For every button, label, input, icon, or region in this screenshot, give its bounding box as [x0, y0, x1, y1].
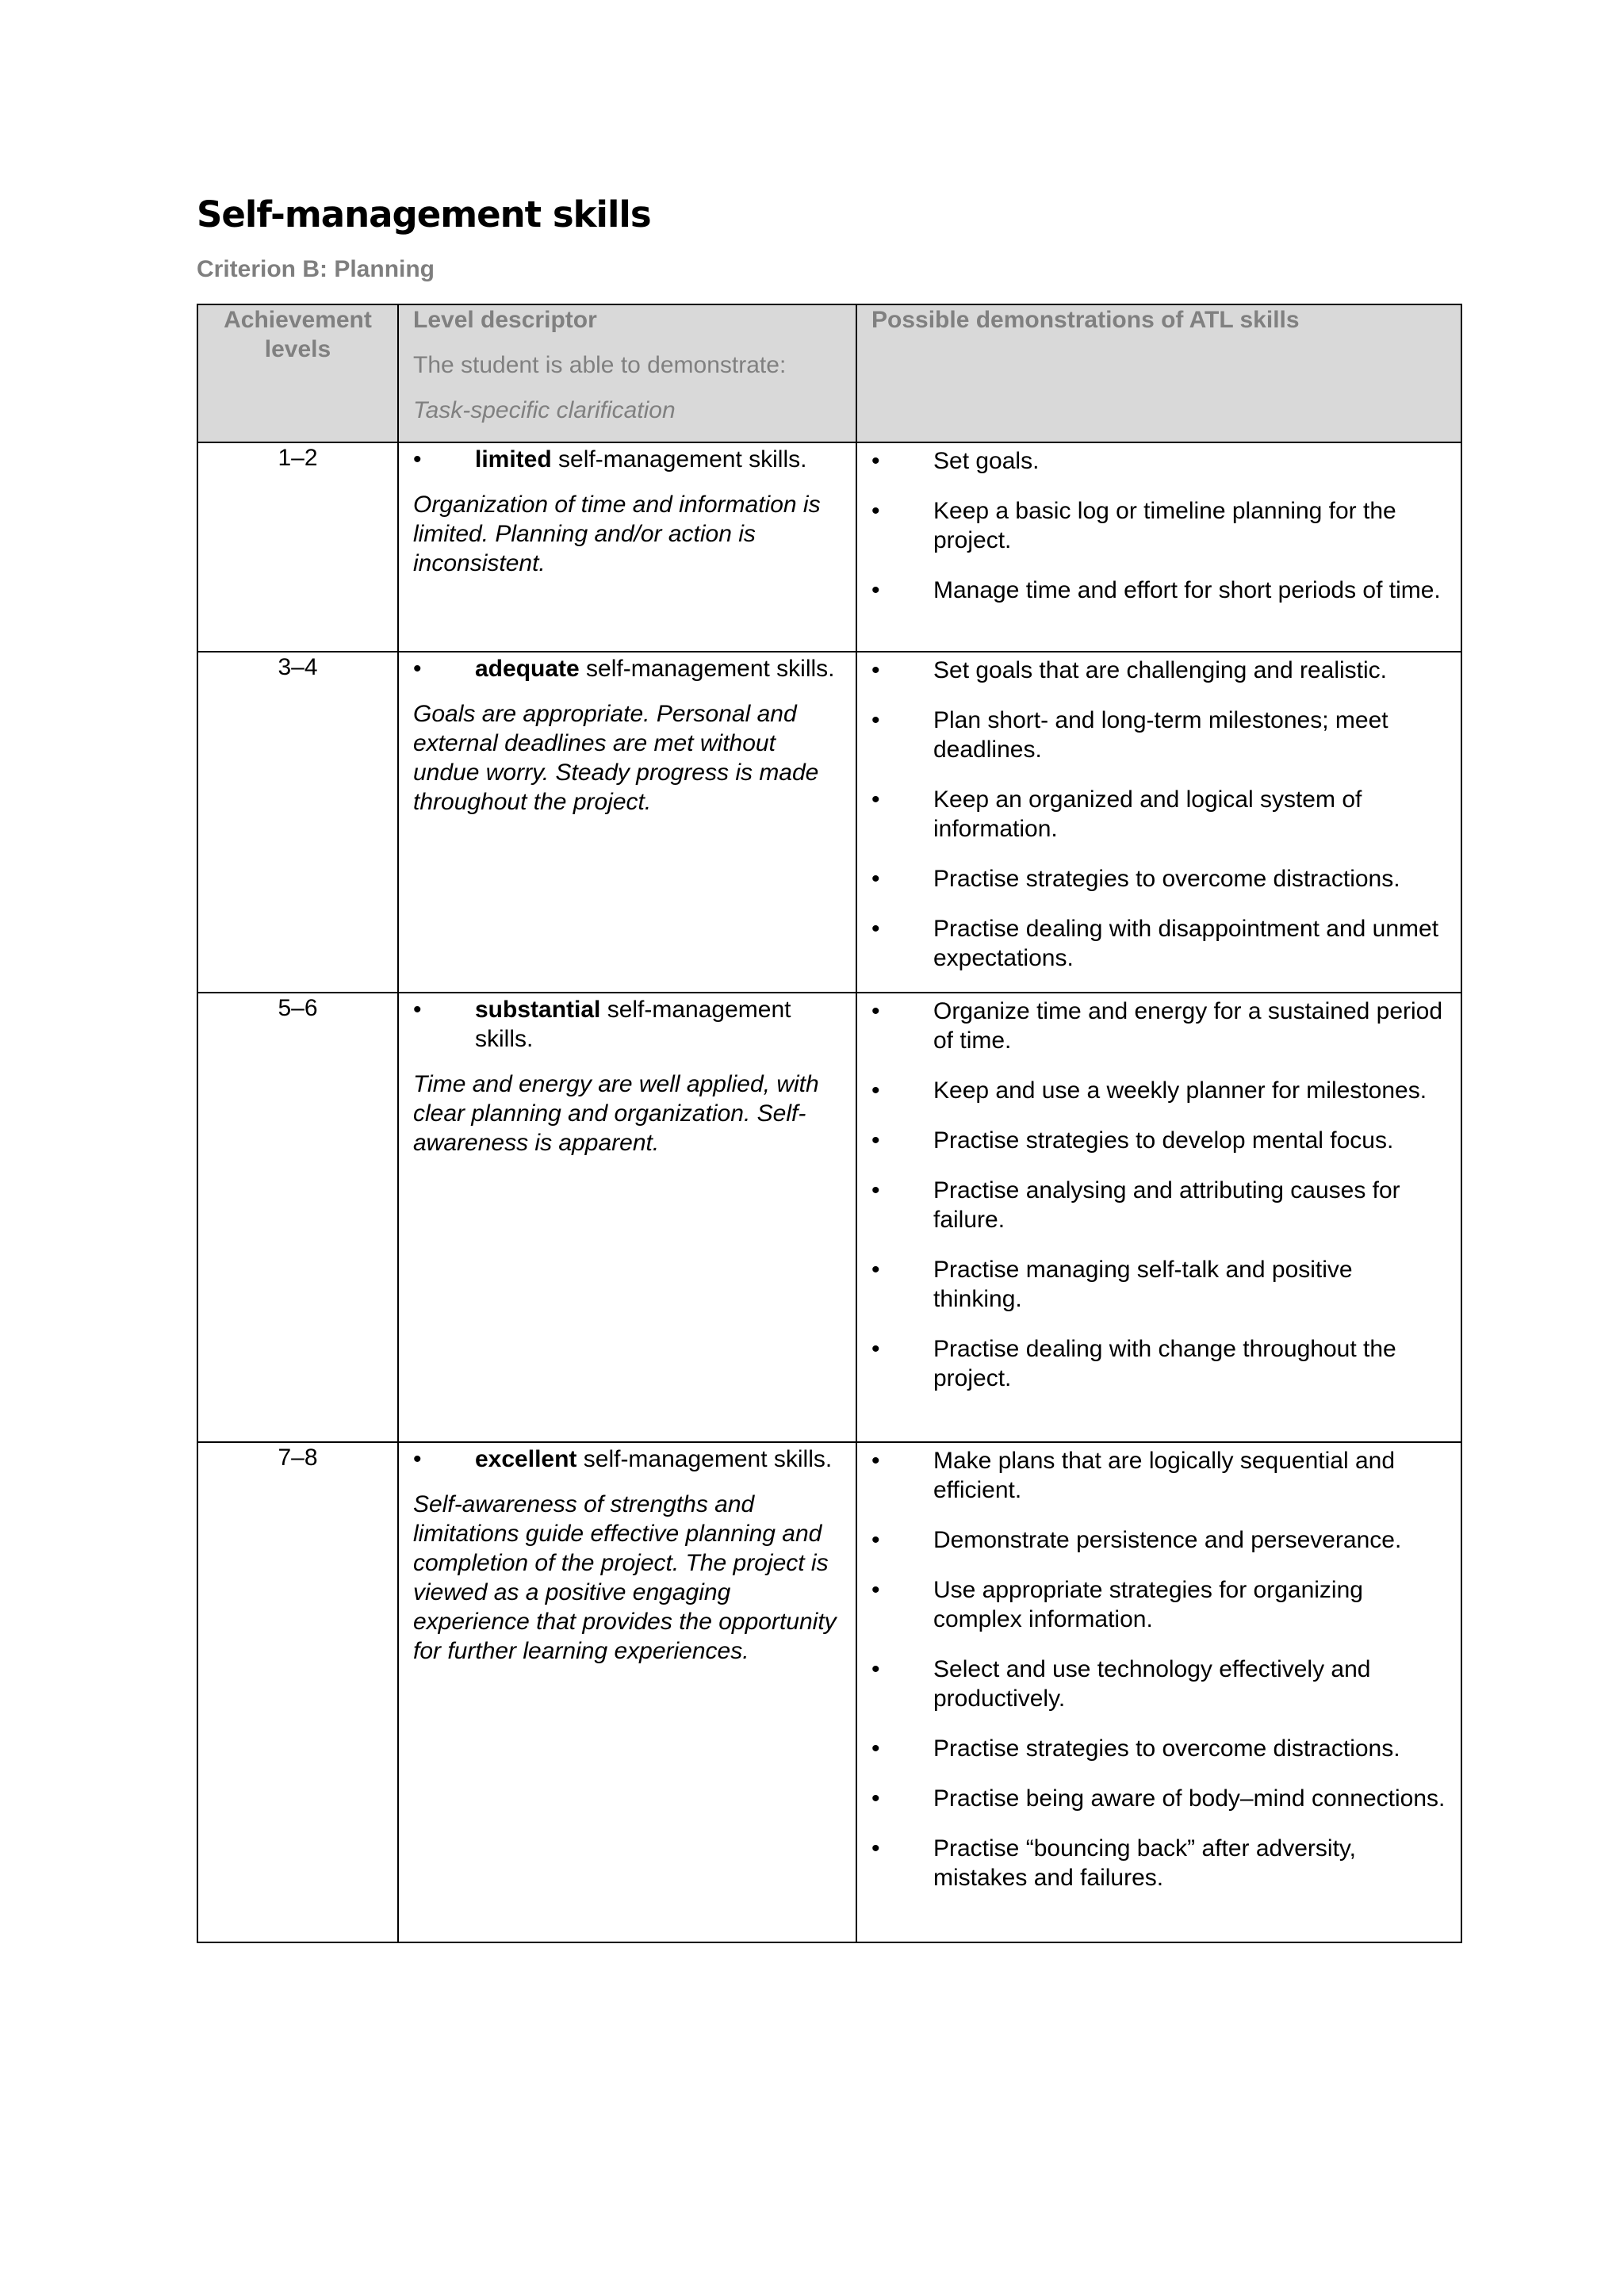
table-row [197, 1442, 1461, 1942]
descriptor-level-word: adequate [475, 656, 580, 682]
atl-skill-text: Set goals that are challenging and realistic. [933, 657, 1388, 683]
list-item [871, 1734, 1446, 1763]
level-descriptor-cell [398, 1442, 856, 1942]
descriptor-text: self-management skills. [475, 997, 798, 1052]
atl-skills-cell [856, 652, 1461, 993]
bullet-icon: • [871, 498, 880, 524]
bullet-icon: • [871, 1336, 880, 1362]
bullet-icon: • [871, 1735, 880, 1762]
atl-skills-cell [856, 993, 1461, 1442]
list-item [871, 706, 1446, 764]
bullet-icon: • [871, 707, 880, 733]
bullet-icon: • [871, 1257, 880, 1283]
criterion-subtitle: Criterion B: Planning [197, 256, 435, 282]
atl-skill-text: Make plans that are logically sequential and efficient. [933, 1448, 1396, 1503]
list-item [871, 446, 1446, 476]
bullet-icon: • [413, 446, 422, 473]
atl-skills-list [857, 652, 1461, 984]
list-item [871, 576, 1446, 605]
bullet-icon: • [413, 656, 422, 682]
atl-skill-text: Practise managing self-talk and positive thinking. [933, 1257, 1353, 1312]
achievement-level-cell: 7–8 [197, 1442, 398, 1942]
header-achievement-levels [197, 304, 398, 442]
bullet-icon: • [413, 997, 422, 1023]
list-item [871, 1784, 1446, 1813]
bullet-icon: • [871, 786, 880, 813]
achievement-level-cell: 1–2 [197, 442, 398, 652]
atl-skill-text: Organize time and energy for a sustained period of time. [933, 998, 1443, 1054]
descriptor-text: self-management skills. [551, 446, 807, 473]
bullet-icon: • [871, 1527, 880, 1553]
bullet-icon: • [871, 1127, 880, 1154]
descriptor-bullet [413, 445, 841, 474]
header-levels-label: Achievement levels [224, 307, 372, 362]
descriptor-level-word: substantial [475, 997, 601, 1023]
descriptor-bullet [413, 654, 841, 683]
level-descriptor-cell [398, 993, 856, 1442]
list-item [871, 1834, 1446, 1892]
bullet-icon: • [871, 916, 880, 942]
table-row [197, 652, 1461, 993]
atl-skill-text: Practise being aware of body–mind connections. [933, 1785, 1446, 1812]
list-item [871, 1126, 1446, 1155]
bullet-icon: • [871, 577, 880, 603]
task-specific-clarification: Self-awareness of strengths and limitations guide effective planning and completion of the project. The project is viewed as a positive engaging experience that provides the opportunity for further learning experiences. [413, 1491, 837, 1664]
atl-skill-text: Keep an organized and logical system of information. [933, 786, 1362, 842]
bullet-icon: • [871, 1656, 880, 1682]
atl-skill-text: Practise strategies to develop mental focus. [933, 1127, 1394, 1154]
atl-skill-text: Keep and use a weekly planner for milestones. [933, 1077, 1427, 1104]
task-specific-clarification: Time and energy are well applied, with clear planning and organization. Self-awareness is apparent. [413, 1071, 819, 1156]
header-descriptor-title: Level descriptor [413, 307, 597, 333]
bullet-icon: • [871, 1577, 880, 1603]
rubric-body [197, 442, 1461, 1942]
header-descriptor-clarification: Task-specific clarification [413, 397, 676, 423]
list-item [871, 997, 1446, 1055]
bullet-icon: • [871, 1448, 880, 1474]
page-title: Self-management skills [197, 193, 651, 235]
bullet-icon: • [871, 1785, 880, 1812]
descriptor-bullet [413, 995, 841, 1054]
atl-skill-text: Set goals. [933, 448, 1040, 474]
task-specific-clarification: Organization of time and information is limited. Planning and/or action is inconsistent. [413, 492, 821, 576]
rubric-table [197, 304, 1462, 1943]
atl-skills-list [857, 443, 1461, 616]
list-item [871, 1076, 1446, 1105]
list-item [871, 785, 1446, 844]
atl-skill-text: Keep a basic log or timeline planning for the project. [933, 498, 1396, 553]
list-item [871, 496, 1446, 555]
atl-skills-cell [856, 1442, 1461, 1942]
table-row [197, 442, 1461, 652]
atl-skill-text: Demonstrate persistence and perseverance. [933, 1527, 1402, 1553]
list-item [871, 1525, 1446, 1555]
list-item [871, 1446, 1446, 1505]
atl-skill-text: Practise dealing with disappointment and unmet expectations. [933, 916, 1439, 971]
atl-skills-list [857, 1443, 1461, 1904]
list-item [871, 864, 1446, 894]
bullet-icon: • [871, 1177, 880, 1203]
bullet-icon: • [871, 866, 880, 892]
bullet-icon: • [871, 657, 880, 683]
atl-skill-text: Practise dealing with change throughout the project. [933, 1336, 1396, 1391]
atl-skill-text: Practise analysing and attributing causes for failure. [933, 1177, 1400, 1233]
bullet-icon: • [871, 448, 880, 474]
rubric-header-row [197, 304, 1461, 442]
list-item [871, 1334, 1446, 1393]
atl-skill-text: Practise strategies to overcome distractions. [933, 1735, 1400, 1762]
table-row [197, 993, 1461, 1442]
descriptor-bullet [413, 1445, 841, 1474]
atl-skill-text: Select and use technology effectively and productively. [933, 1656, 1371, 1712]
list-item [871, 1255, 1446, 1314]
header-atl-skills [856, 304, 1461, 442]
level-descriptor-cell [398, 442, 856, 652]
descriptor-text: self-management skills. [579, 656, 835, 682]
bullet-icon: • [413, 1446, 422, 1472]
achievement-level-cell: 3–4 [197, 652, 398, 993]
atl-skill-text: Practise “bouncing back” after adversity, mistakes and failures. [933, 1835, 1357, 1891]
atl-skill-text: Use appropriate strategies for organizing complex information. [933, 1577, 1363, 1632]
atl-skill-text: Plan short- and long-term milestones; meet deadlines. [933, 707, 1388, 763]
atl-skills-cell [856, 442, 1461, 652]
header-descriptor-line: The student is able to demonstrate: [413, 352, 787, 378]
bullet-icon: • [871, 1835, 880, 1862]
descriptor-text: self-management skills. [576, 1446, 833, 1472]
bullet-icon: • [871, 1077, 880, 1104]
header-level-descriptor [398, 304, 856, 442]
header-atl-label: Possible demonstrations of ATL skills [871, 307, 1300, 333]
descriptor-level-word: limited [475, 446, 552, 473]
atl-skill-text: Practise strategies to overcome distractions. [933, 866, 1400, 892]
task-specific-clarification: Goals are appropriate. Personal and external deadlines are met without undue worry. Steady progress is made throughout the project. [413, 701, 819, 815]
list-item [871, 1575, 1446, 1634]
achievement-level-cell: 5–6 [197, 993, 398, 1442]
atl-skills-list [857, 993, 1461, 1404]
bullet-icon: • [871, 998, 880, 1024]
list-item [871, 656, 1446, 685]
list-item [871, 1655, 1446, 1713]
descriptor-level-word: excellent [475, 1446, 577, 1472]
level-descriptor-cell [398, 652, 856, 993]
atl-skill-text: Manage time and effort for short periods of time. [933, 577, 1441, 603]
list-item [871, 1176, 1446, 1234]
list-item [871, 914, 1446, 973]
